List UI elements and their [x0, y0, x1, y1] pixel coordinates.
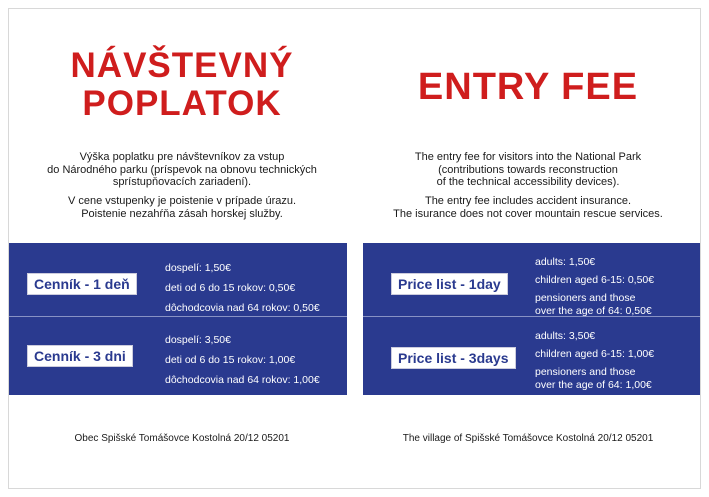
english-intro-fee: [355, 151, 701, 189]
intro-line: sprístupňovacích zariadení).: [112, 176, 252, 188]
rate-children: deti od 6 do 15 rokov: 0,50€: [165, 282, 296, 294]
price-list-3-day-label-sk: Cenník - 3 dni: [27, 345, 133, 367]
rate-seniors: dôchodcovia nad 64 rokov: 1,00€: [165, 374, 320, 386]
rate-seniors-line-2: over the age of 64: 1,00€: [535, 379, 652, 391]
rate-seniors-line-2: over the age of 64: 0,50€: [535, 305, 652, 317]
slovak-title-line-2: POPLATOK: [82, 84, 282, 123]
entry-fee-notice: [8, 8, 701, 489]
rate-children: children aged 6-15: 1,00€: [535, 348, 655, 360]
intro-line: Výška poplatku pre návštevníkov za vstup: [79, 151, 285, 163]
price-list-3-day-rates-sk: [165, 334, 320, 394]
intro-line: of the technical accessibility devices).: [436, 176, 620, 188]
intro-line: The isurance does not cover mountain rescue services.: [393, 207, 663, 220]
price-list-3-day-rates-en: [535, 330, 654, 392]
rate-adults: dospelí: 3,50€: [165, 334, 231, 346]
price-list-1-day-label-en: Price list - 1day: [391, 273, 508, 295]
intro-line: (contributions towards reconstruction: [438, 163, 618, 176]
slovak-footer: Obec Spišské Tomášovce Kostolná 20/12 05201: [74, 433, 290, 444]
price-list-1-day-rates-sk: [165, 262, 320, 322]
rate-children: children aged 6-15: 0,50€: [535, 274, 655, 286]
slovak-title-line-1: NÁVŠTEVNÝ: [70, 46, 294, 85]
english-column: [355, 9, 701, 488]
intro-line: The entry fee for visitors into the National Park: [414, 151, 642, 163]
rate-children: deti od 6 do 15 rokov: 1,00€: [165, 354, 296, 366]
slovak-title: [9, 47, 355, 123]
price-list-1-day-rates-en: [535, 256, 654, 318]
price-list-1-day-label-sk: Cenník - 1 deň: [27, 273, 137, 295]
intro-line: The entry fee includes accident insurance.: [424, 195, 632, 207]
english-title: ENTRY FEE: [417, 66, 639, 108]
intro-line: V cene vstupenky je poistenie v prípade úrazu.: [67, 195, 297, 207]
intro-line: do Národného parku (príspevok na obnovu technických: [47, 163, 317, 176]
rate-adults: adults: 1,50€: [535, 256, 596, 268]
english-footer: The village of Spišské Tomášovce Kostolná 20/12 05201: [402, 433, 654, 444]
slovak-intro-insurance: [9, 195, 355, 220]
rate-adults: adults: 3,50€: [535, 330, 596, 342]
intro-line: Poistenie nezahŕňa zásah horskej služby.: [81, 207, 283, 220]
rate-seniors-line-1: pensioners and those: [535, 366, 636, 378]
price-list-3-day-label-en: Price list - 3days: [391, 347, 516, 369]
rate-seniors-line-1: pensioners and those: [535, 292, 636, 304]
english-intro-insurance: [355, 195, 701, 220]
slovak-column: [9, 9, 355, 488]
rate-adults: dospelí: 1,50€: [165, 262, 231, 274]
rate-seniors: dôchodcovia nad 64 rokov: 0,50€: [165, 302, 320, 314]
slovak-intro-fee: [9, 151, 355, 189]
